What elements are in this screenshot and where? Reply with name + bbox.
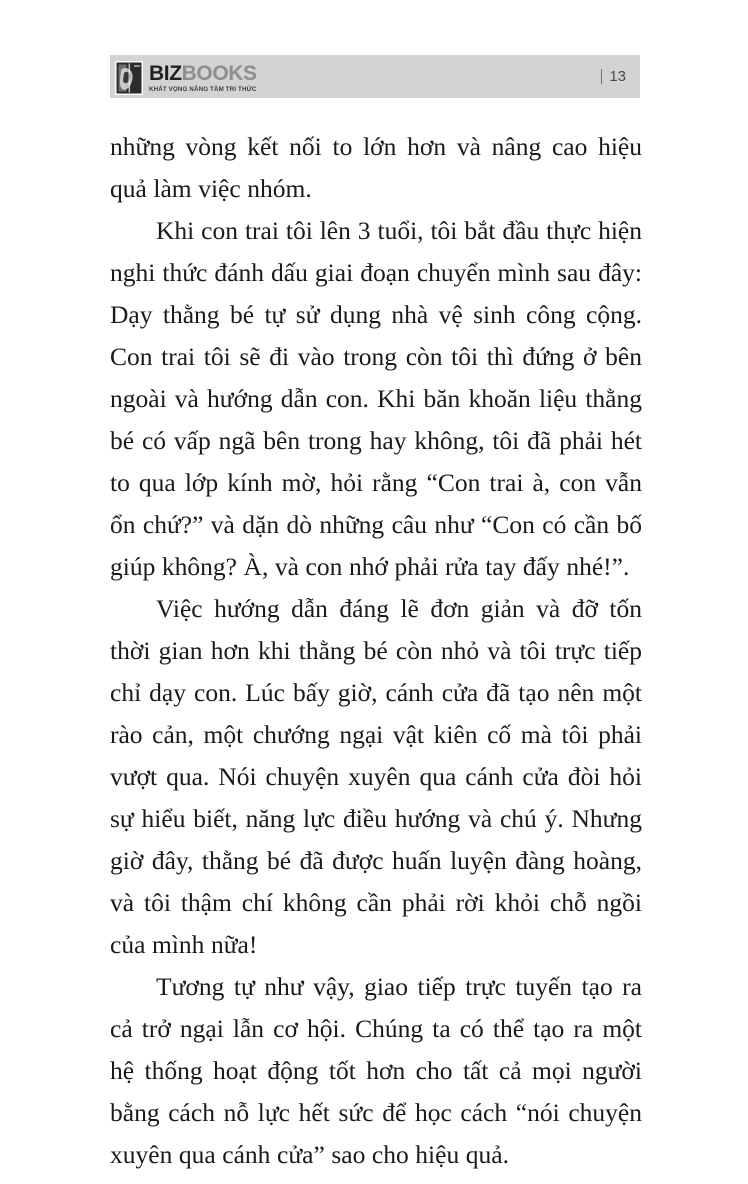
folio-divider-rule bbox=[601, 69, 603, 84]
paragraph: những vòng kết nối to lớn hơn và nâng cao hiệu quả làm việc nhóm. bbox=[110, 132, 642, 203]
bizbooks-wordmark-block bbox=[149, 59, 257, 94]
page-body-text bbox=[110, 126, 642, 1176]
page-header-band bbox=[110, 55, 640, 98]
bizbooks-wordmark bbox=[149, 63, 257, 84]
wordmark-books: BOOKS bbox=[181, 61, 257, 85]
wordmark-biz: BIZ bbox=[149, 61, 182, 85]
page-number-group bbox=[601, 68, 626, 85]
paragraph: Tương tự như vậy, giao tiếp trực tuyến tạo ra cả trở ngại lẫn cơ hội. Chúng ta có thể tạo ra một hệ thống hoạt động tốt hơn cho tất cả mọi người bằng cách nỗ lực hết sức để học cách “nói chuyện xuyên qua cánh cửa” sao cho hiệu quả. bbox=[110, 972, 642, 1169]
bizbooks-logo bbox=[115, 59, 257, 95]
paragraph: Khi con trai tôi lên 3 tuổi, tôi bắt đầu thực hiện nghi thức đánh dấu giai đoạn chuyển mình sau đây: Dạy thằng bé tự sử dụng nhà vệ sinh công cộng. Con trai tôi sẽ đi vào trong còn tôi thì đứng ở bên ngoài và hướng dẫn con. Khi băn khoăn liệu thằng bé có vấp ngã bên trong hay không, tôi đã phải hét to qua lớp kính mờ, hỏi rằng “Con trai à, con vẫn ổn chứ?” và dặn dò những câu như “Con có cần bố giúp không? À, và con nhớ phải rửa tay đấy nhé!”. bbox=[110, 216, 642, 581]
bizbooks-tagline: KHÁT VỌNG NÂNG TẦM TRI THỨC bbox=[149, 85, 257, 93]
bizbooks-book-emblem-icon bbox=[115, 61, 143, 95]
paragraph: Việc hướng dẫn đáng lẽ đơn giản và đỡ tốn thời gian hơn khi thằng bé còn nhỏ và tôi trực tiếp chỉ dạy con. Lúc bấy giờ, cánh cửa đã tạo nên một rào cản, một chướng ngại vật kiên cố mà tôi phải vượt qua. Nói chuyện xuyên qua cánh cửa đòi hỏi sự hiểu biết, năng lực điều hướng và chú ý. Nhưng giờ đây, thằng bé đã được huấn luyện đàng hoàng, và tôi thậm chí không cần phải rời khỏi chỗ ngồi của mình nữa! bbox=[110, 594, 642, 959]
page-number: 13 bbox=[609, 68, 626, 85]
